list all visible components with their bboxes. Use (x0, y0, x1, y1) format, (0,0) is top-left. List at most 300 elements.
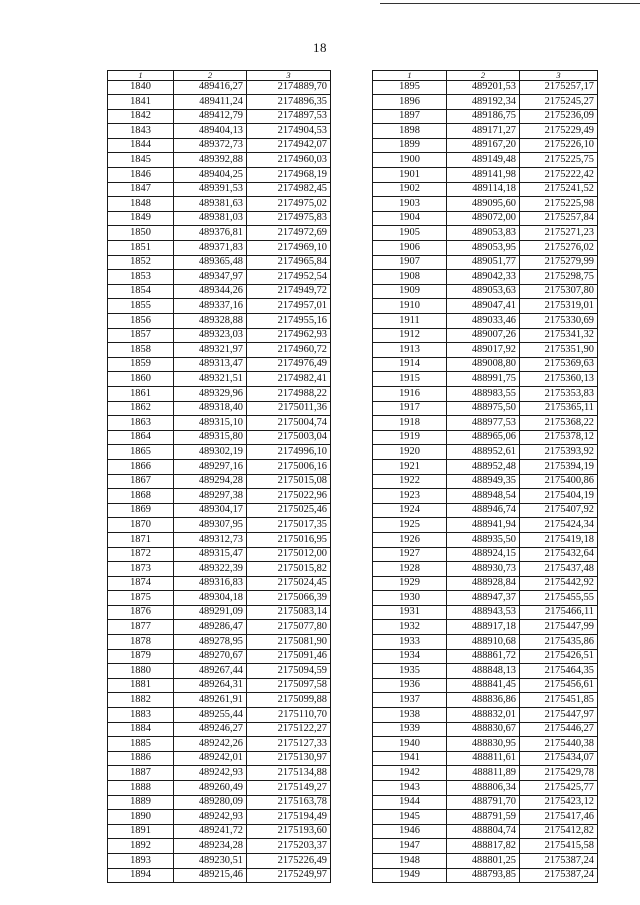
y-coordinate-cell: 2175077,80 (247, 620, 331, 635)
y-coordinate-cell: 2175319,01 (520, 299, 598, 314)
table-row (373, 95, 598, 110)
x-coordinate-cell: 489114,18 (447, 182, 520, 197)
table-row (373, 401, 598, 416)
point-number-cell: 1841 (108, 95, 174, 110)
x-coordinate-cell: 488965,06 (447, 430, 520, 445)
point-number-cell: 1903 (373, 197, 447, 212)
point-number-cell: 1880 (108, 664, 174, 679)
table-row (373, 124, 598, 139)
y-coordinate-cell: 2175279,99 (520, 255, 598, 270)
point-number-cell: 1857 (108, 328, 174, 343)
x-coordinate-cell: 488793,85 (447, 868, 520, 883)
table-row (108, 693, 331, 708)
table-row (373, 766, 598, 781)
table-row (373, 576, 598, 591)
point-number-cell: 1927 (373, 547, 447, 562)
table-row (108, 635, 331, 650)
y-coordinate-cell: 2174889,70 (247, 80, 331, 95)
table-row (108, 182, 331, 197)
y-coordinate-cell: 2175434,07 (520, 751, 598, 766)
x-coordinate-cell: 489412,79 (174, 109, 247, 124)
y-coordinate-cell: 2174904,53 (247, 124, 331, 139)
table-row (373, 138, 598, 153)
table-row (373, 241, 598, 256)
table-row (373, 430, 598, 445)
x-coordinate-cell: 488841,45 (447, 678, 520, 693)
x-coordinate-cell: 488830,95 (447, 737, 520, 752)
table-row (108, 416, 331, 431)
x-coordinate-cell: 489371,83 (174, 241, 247, 256)
column-header-1: 1 (373, 71, 447, 81)
point-number-cell: 1941 (373, 751, 447, 766)
x-coordinate-cell: 488930,73 (447, 562, 520, 577)
table-row (108, 138, 331, 153)
x-coordinate-cell: 488924,15 (447, 547, 520, 562)
x-coordinate-cell: 488949,35 (447, 474, 520, 489)
point-number-cell: 1935 (373, 664, 447, 679)
y-coordinate-cell: 2175307,80 (520, 284, 598, 299)
point-number-cell: 1847 (108, 182, 174, 197)
y-coordinate-cell: 2174996,10 (247, 445, 331, 460)
point-number-cell: 1849 (108, 211, 174, 226)
x-coordinate-cell: 489376,81 (174, 226, 247, 241)
x-coordinate-cell: 489242,26 (174, 737, 247, 752)
y-coordinate-cell: 2175426,51 (520, 649, 598, 664)
table-row (108, 124, 331, 139)
column-header-3: 3 (520, 71, 598, 81)
x-coordinate-cell: 489278,95 (174, 635, 247, 650)
table-row (373, 722, 598, 737)
table-row (373, 649, 598, 664)
x-coordinate-cell: 489242,93 (174, 766, 247, 781)
table-row (108, 343, 331, 358)
table-row (373, 678, 598, 693)
table-row (108, 868, 331, 883)
y-coordinate-cell: 2175249,97 (247, 868, 331, 883)
y-coordinate-cell: 2175407,92 (520, 503, 598, 518)
x-coordinate-cell: 489404,13 (174, 124, 247, 139)
y-coordinate-cell: 2175353,83 (520, 386, 598, 401)
point-number-cell: 1911 (373, 314, 447, 329)
y-coordinate-cell: 2175163,78 (247, 795, 331, 810)
point-number-cell: 1900 (373, 153, 447, 168)
x-coordinate-cell: 489241,72 (174, 824, 247, 839)
x-coordinate-cell: 488861,72 (447, 649, 520, 664)
y-coordinate-cell: 2175341,32 (520, 328, 598, 343)
y-coordinate-cell: 2175365,11 (520, 401, 598, 416)
y-coordinate-cell: 2175368,22 (520, 416, 598, 431)
x-coordinate-cell: 489392,88 (174, 153, 247, 168)
y-coordinate-cell: 2174896,35 (247, 95, 331, 110)
point-number-cell: 1876 (108, 605, 174, 620)
y-coordinate-cell: 2174965,84 (247, 255, 331, 270)
point-number-cell: 1910 (373, 299, 447, 314)
y-coordinate-cell: 2175241,52 (520, 182, 598, 197)
point-number-cell: 1898 (373, 124, 447, 139)
x-coordinate-cell: 488806,34 (447, 781, 520, 796)
table-row (108, 95, 331, 110)
x-coordinate-cell: 489234,28 (174, 839, 247, 854)
x-coordinate-cell: 488975,50 (447, 401, 520, 416)
point-number-cell: 1924 (373, 503, 447, 518)
table-row (108, 299, 331, 314)
point-number-cell: 1866 (108, 459, 174, 474)
table-row (108, 241, 331, 256)
point-number-cell: 1907 (373, 255, 447, 270)
x-coordinate-cell: 489381,03 (174, 211, 247, 226)
x-coordinate-cell: 488943,53 (447, 605, 520, 620)
point-number-cell: 1882 (108, 693, 174, 708)
point-number-cell: 1888 (108, 781, 174, 796)
x-coordinate-cell: 488952,48 (447, 459, 520, 474)
column-header-2: 2 (174, 71, 247, 81)
point-number-cell: 1886 (108, 751, 174, 766)
table-row (373, 547, 598, 562)
point-number-cell: 1864 (108, 430, 174, 445)
y-coordinate-cell: 2174962,93 (247, 328, 331, 343)
x-coordinate-cell: 488791,70 (447, 795, 520, 810)
y-coordinate-cell: 2175122,27 (247, 722, 331, 737)
point-number-cell: 1878 (108, 635, 174, 650)
y-coordinate-cell: 2175015,82 (247, 562, 331, 577)
y-coordinate-cell: 2175091,46 (247, 649, 331, 664)
x-coordinate-cell: 489307,95 (174, 518, 247, 533)
x-coordinate-cell: 488848,13 (447, 664, 520, 679)
table-row (108, 474, 331, 489)
y-coordinate-cell: 2175017,35 (247, 518, 331, 533)
table-row (108, 328, 331, 343)
table-row (373, 270, 598, 285)
y-coordinate-cell: 2175447,99 (520, 620, 598, 635)
point-number-cell: 1934 (373, 649, 447, 664)
point-number-cell: 1855 (108, 299, 174, 314)
x-coordinate-cell: 489167,20 (447, 138, 520, 153)
point-number-cell: 1892 (108, 839, 174, 854)
x-coordinate-cell: 488983,55 (447, 386, 520, 401)
table-row (373, 693, 598, 708)
x-coordinate-cell: 488991,75 (447, 372, 520, 387)
y-coordinate-cell: 2174942,07 (247, 138, 331, 153)
x-coordinate-cell: 489255,44 (174, 708, 247, 723)
table-row (373, 562, 598, 577)
coordinates-table-left-body (108, 80, 331, 883)
x-coordinate-cell: 489017,92 (447, 343, 520, 358)
x-coordinate-cell: 489042,33 (447, 270, 520, 285)
table-row (373, 372, 598, 387)
y-coordinate-cell: 2175004,74 (247, 416, 331, 431)
y-coordinate-cell: 2175276,02 (520, 241, 598, 256)
x-coordinate-cell: 489242,01 (174, 751, 247, 766)
x-coordinate-cell: 488917,18 (447, 620, 520, 635)
y-coordinate-cell: 2175236,09 (520, 109, 598, 124)
y-coordinate-cell: 2174955,16 (247, 314, 331, 329)
point-number-cell: 1949 (373, 868, 447, 883)
y-coordinate-cell: 2175387,24 (520, 853, 598, 868)
point-number-cell: 1946 (373, 824, 447, 839)
table-row (373, 708, 598, 723)
y-coordinate-cell: 2174988,22 (247, 386, 331, 401)
point-number-cell: 1868 (108, 489, 174, 504)
table-row (373, 605, 598, 620)
table-header-row (373, 71, 598, 81)
point-number-cell: 1906 (373, 241, 447, 256)
x-coordinate-cell: 489372,73 (174, 138, 247, 153)
point-number-cell: 1852 (108, 255, 174, 270)
y-coordinate-cell: 2175245,27 (520, 95, 598, 110)
x-coordinate-cell: 489267,44 (174, 664, 247, 679)
x-coordinate-cell: 489215,46 (174, 868, 247, 883)
x-coordinate-cell: 489321,97 (174, 343, 247, 358)
table-row (373, 781, 598, 796)
x-coordinate-cell: 489315,10 (174, 416, 247, 431)
table-row (373, 459, 598, 474)
table-row (108, 430, 331, 445)
point-number-cell: 1926 (373, 532, 447, 547)
table-row (108, 766, 331, 781)
table-row (108, 781, 331, 796)
point-number-cell: 1944 (373, 795, 447, 810)
point-number-cell: 1916 (373, 386, 447, 401)
y-coordinate-cell: 2174968,19 (247, 168, 331, 183)
x-coordinate-cell: 489053,63 (447, 284, 520, 299)
y-coordinate-cell: 2175394,19 (520, 459, 598, 474)
y-coordinate-cell: 2174957,01 (247, 299, 331, 314)
table-row (108, 795, 331, 810)
point-number-cell: 1885 (108, 737, 174, 752)
x-coordinate-cell: 489291,09 (174, 605, 247, 620)
point-number-cell: 1933 (373, 635, 447, 650)
table-row (373, 635, 598, 650)
point-number-cell: 1874 (108, 576, 174, 591)
y-coordinate-cell: 2174975,83 (247, 211, 331, 226)
table-row (108, 518, 331, 533)
point-number-cell: 1887 (108, 766, 174, 781)
table-row (373, 168, 598, 183)
x-coordinate-cell: 489297,16 (174, 459, 247, 474)
table-row (108, 80, 331, 95)
table-row (108, 824, 331, 839)
y-coordinate-cell: 2175257,17 (520, 80, 598, 95)
point-number-cell: 1948 (373, 853, 447, 868)
x-coordinate-cell: 489072,00 (447, 211, 520, 226)
x-coordinate-cell: 489008,80 (447, 357, 520, 372)
point-number-cell: 1879 (108, 649, 174, 664)
y-coordinate-cell: 2175229,49 (520, 124, 598, 139)
x-coordinate-cell: 488832,01 (447, 708, 520, 723)
table-row (108, 255, 331, 270)
point-number-cell: 1848 (108, 197, 174, 212)
point-number-cell: 1844 (108, 138, 174, 153)
y-coordinate-cell: 2175006,16 (247, 459, 331, 474)
x-coordinate-cell: 489297,38 (174, 489, 247, 504)
point-number-cell: 1889 (108, 795, 174, 810)
y-coordinate-cell: 2175447,97 (520, 708, 598, 723)
table-row (108, 576, 331, 591)
y-coordinate-cell: 2175110,70 (247, 708, 331, 723)
point-number-cell: 1932 (373, 620, 447, 635)
x-coordinate-cell: 489286,47 (174, 620, 247, 635)
point-number-cell: 1897 (373, 109, 447, 124)
table-row (108, 284, 331, 299)
table-row (373, 80, 598, 95)
point-number-cell: 1923 (373, 489, 447, 504)
x-coordinate-cell: 488977,53 (447, 416, 520, 431)
y-coordinate-cell: 2175351,90 (520, 343, 598, 358)
point-number-cell: 1846 (108, 168, 174, 183)
point-number-cell: 1871 (108, 532, 174, 547)
y-coordinate-cell: 2175193,60 (247, 824, 331, 839)
y-coordinate-cell: 2174975,02 (247, 197, 331, 212)
point-number-cell: 1883 (108, 708, 174, 723)
y-coordinate-cell: 2175066,39 (247, 591, 331, 606)
y-coordinate-cell: 2175194,49 (247, 810, 331, 825)
table-row (108, 532, 331, 547)
point-number-cell: 1931 (373, 605, 447, 620)
table-row (108, 678, 331, 693)
point-number-cell: 1869 (108, 503, 174, 518)
y-coordinate-cell: 2174969,10 (247, 241, 331, 256)
table-row (108, 153, 331, 168)
y-coordinate-cell: 2175094,59 (247, 664, 331, 679)
y-coordinate-cell: 2175435,86 (520, 635, 598, 650)
point-number-cell: 1875 (108, 591, 174, 606)
x-coordinate-cell: 488830,67 (447, 722, 520, 737)
x-coordinate-cell: 489416,27 (174, 80, 247, 95)
x-coordinate-cell: 489304,18 (174, 591, 247, 606)
x-coordinate-cell: 489347,97 (174, 270, 247, 285)
x-coordinate-cell: 488948,54 (447, 489, 520, 504)
x-coordinate-cell: 489260,49 (174, 781, 247, 796)
x-coordinate-cell: 489053,83 (447, 226, 520, 241)
x-coordinate-cell: 489316,83 (174, 576, 247, 591)
y-coordinate-cell: 2175404,19 (520, 489, 598, 504)
y-coordinate-cell: 2175225,98 (520, 197, 598, 212)
x-coordinate-cell: 489365,48 (174, 255, 247, 270)
point-number-cell: 1940 (373, 737, 447, 752)
x-coordinate-cell: 489318,40 (174, 401, 247, 416)
x-coordinate-cell: 488941,94 (447, 518, 520, 533)
table-row (108, 109, 331, 124)
table-row (373, 474, 598, 489)
x-coordinate-cell: 489344,26 (174, 284, 247, 299)
x-coordinate-cell: 488791,59 (447, 810, 520, 825)
point-number-cell: 1922 (373, 474, 447, 489)
table-row (108, 853, 331, 868)
point-number-cell: 1901 (373, 168, 447, 183)
point-number-cell: 1928 (373, 562, 447, 577)
x-coordinate-cell: 489337,16 (174, 299, 247, 314)
x-coordinate-cell: 489411,24 (174, 95, 247, 110)
y-coordinate-cell: 2175369,63 (520, 357, 598, 372)
point-number-cell: 1921 (373, 459, 447, 474)
table-row (373, 284, 598, 299)
y-coordinate-cell: 2175419,18 (520, 532, 598, 547)
y-coordinate-cell: 2175387,24 (520, 868, 598, 883)
x-coordinate-cell: 489315,47 (174, 547, 247, 562)
x-coordinate-cell: 489313,47 (174, 357, 247, 372)
y-coordinate-cell: 2175393,92 (520, 445, 598, 460)
table-row (108, 649, 331, 664)
point-number-cell: 1895 (373, 80, 447, 95)
point-number-cell: 1915 (373, 372, 447, 387)
table-row (108, 562, 331, 577)
table-header-row (108, 71, 331, 81)
point-number-cell: 1854 (108, 284, 174, 299)
table-row (373, 795, 598, 810)
y-coordinate-cell: 2175400,86 (520, 474, 598, 489)
point-number-cell: 1913 (373, 343, 447, 358)
point-number-cell: 1860 (108, 372, 174, 387)
point-number-cell: 1904 (373, 211, 447, 226)
x-coordinate-cell: 489192,34 (447, 95, 520, 110)
y-coordinate-cell: 2175012,00 (247, 547, 331, 562)
y-coordinate-cell: 2175083,14 (247, 605, 331, 620)
y-coordinate-cell: 2175415,58 (520, 839, 598, 854)
table-row (373, 109, 598, 124)
y-coordinate-cell: 2175464,35 (520, 664, 598, 679)
table-row (373, 503, 598, 518)
y-coordinate-cell: 2175025,46 (247, 503, 331, 518)
column-header-1: 1 (108, 71, 174, 81)
table-row (373, 255, 598, 270)
y-coordinate-cell: 2175022,96 (247, 489, 331, 504)
x-coordinate-cell: 489323,03 (174, 328, 247, 343)
y-coordinate-cell: 2175130,97 (247, 751, 331, 766)
x-coordinate-cell: 489404,25 (174, 168, 247, 183)
page-number: 18 (313, 40, 327, 55)
table-row (373, 386, 598, 401)
table-row (108, 503, 331, 518)
table-row (108, 445, 331, 460)
y-coordinate-cell: 2175271,23 (520, 226, 598, 241)
point-number-cell: 1918 (373, 416, 447, 431)
y-coordinate-cell: 2175134,88 (247, 766, 331, 781)
point-number-cell: 1937 (373, 693, 447, 708)
table-row (108, 605, 331, 620)
table-row (373, 182, 598, 197)
x-coordinate-cell: 489053,95 (447, 241, 520, 256)
table-row (108, 459, 331, 474)
x-coordinate-cell: 489391,53 (174, 182, 247, 197)
table-row (373, 226, 598, 241)
table-row (373, 664, 598, 679)
table-row (108, 401, 331, 416)
table-row (373, 518, 598, 533)
x-coordinate-cell: 488801,25 (447, 853, 520, 868)
x-coordinate-cell: 489381,63 (174, 197, 247, 212)
x-coordinate-cell: 489264,31 (174, 678, 247, 693)
table-row (373, 853, 598, 868)
point-number-cell: 1929 (373, 576, 447, 591)
point-number-cell: 1870 (108, 518, 174, 533)
x-coordinate-cell: 489051,77 (447, 255, 520, 270)
y-coordinate-cell: 2174960,03 (247, 153, 331, 168)
table-row (108, 314, 331, 329)
x-coordinate-cell: 488836,86 (447, 693, 520, 708)
x-coordinate-cell: 489095,60 (447, 197, 520, 212)
point-number-cell: 1925 (373, 518, 447, 533)
table-row (108, 810, 331, 825)
table-row (373, 314, 598, 329)
table-row (108, 620, 331, 635)
point-number-cell: 1881 (108, 678, 174, 693)
point-number-cell: 1939 (373, 722, 447, 737)
x-coordinate-cell: 489304,17 (174, 503, 247, 518)
point-number-cell: 1943 (373, 781, 447, 796)
column-header-2: 2 (447, 71, 520, 81)
point-number-cell: 1905 (373, 226, 447, 241)
x-coordinate-cell: 489033,46 (447, 314, 520, 329)
